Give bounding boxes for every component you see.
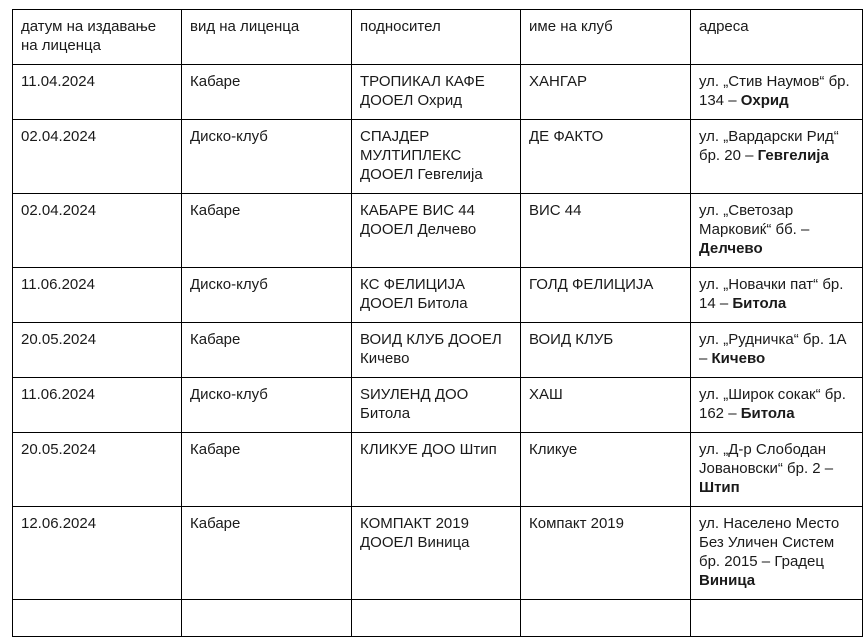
license-type-cell: Кабаре [182,194,352,268]
city-text: Кичево [711,350,766,367]
table-row [13,194,863,268]
date-cell: 11.04.2024 [13,65,182,120]
address-cell [691,378,863,433]
address-cell [691,268,863,323]
street-text: ул. „Светозар Марковиќ“ бб. – [699,202,810,238]
table-row [13,323,863,378]
club-name-cell: ГОЛД ФЕЛИЦИЈА [521,268,691,323]
address-cell [691,65,863,120]
street-text: ул. „Широк сокак“ бр. 162 – [699,386,846,422]
applicant-cell: КС ФЕЛИЦИЈА ДООЕЛ Битола [352,268,521,323]
date-cell: 20.05.2024 [13,433,182,507]
applicant-cell: ВОИД КЛУБ ДООЕЛ Кичево [352,323,521,378]
header-address: адреса [691,10,863,65]
table-row [13,507,863,600]
applicant-cell: СПАЈДЕР МУЛТИПЛЕКС ДООЕЛ Гевгелија [352,120,521,194]
club-name-cell: ХАШ [521,378,691,433]
header-license-type: вид на лиценца [182,10,352,65]
license-type-cell: Кабаре [182,507,352,600]
date-cell: 11.06.2024 [13,268,182,323]
club-name-cell: ДЕ ФАКТО [521,120,691,194]
street-text: ул. Населено Место Без Уличен Систем бр. 2015 – Градец [699,515,840,570]
license-type-cell: Диско-клуб [182,378,352,433]
city-text: Охрид [740,92,789,109]
header-row [13,10,863,65]
city-text: Гевгелија [757,147,829,164]
date-cell: 02.04.2024 [13,194,182,268]
table-row-partial [13,600,863,637]
date-cell: 11.06.2024 [13,378,182,433]
club-name-cell: Компакт 2019 [521,507,691,600]
applicant-cell: ТРОПИКАЛ КАФЕ ДООЕЛ Охрид [352,65,521,120]
empty-cell [13,600,182,637]
city-text: Битола [740,405,795,422]
city-text: Делчево [699,240,763,257]
table-row [13,65,863,120]
date-cell: 12.06.2024 [13,507,182,600]
table-row [13,268,863,323]
licenses-table [12,9,863,637]
city-text: Битола [732,295,787,312]
table-row [13,433,863,507]
date-cell: 20.05.2024 [13,323,182,378]
license-type-cell: Кабаре [182,323,352,378]
club-name-cell: ВИС 44 [521,194,691,268]
table-row [13,378,863,433]
empty-cell [352,600,521,637]
street-text: ул. „Вардарски Рид“ бр. 20 – [699,128,839,164]
address-cell [691,323,863,378]
applicant-cell: КЛИКУЕ ДОО Штип [352,433,521,507]
applicant-cell: КАБАРЕ ВИС 44 ДООЕЛ Делчево [352,194,521,268]
address-cell [691,433,863,507]
applicant-cell: ЅИУЛЕНД ДОО Битола [352,378,521,433]
club-name-cell: Кликуе [521,433,691,507]
header-date: датум на издавање на лиценца [13,10,182,65]
street-text: ул. „Д-р Слободан Јовановски“ бр. 2 – [699,441,834,477]
address-cell [691,120,863,194]
license-type-cell: Диско-клуб [182,120,352,194]
city-text: Штип [699,479,740,496]
license-type-cell: Кабаре [182,65,352,120]
applicant-cell: КОМПАКТ 2019 ДООЕЛ Виница [352,507,521,600]
city-text: Виница [699,572,756,589]
license-type-cell: Диско-клуб [182,268,352,323]
address-cell [691,194,863,268]
header-applicant: подносител [352,10,521,65]
club-name-cell: ХАНГАР [521,65,691,120]
header-club-name: име на клуб [521,10,691,65]
empty-cell [691,600,863,637]
empty-cell [182,600,352,637]
street-text: ул. „Стив Наумов“ бр. 134 – [699,73,850,109]
club-name-cell: ВОИД КЛУБ [521,323,691,378]
address-cell [691,507,863,600]
table-row [13,120,863,194]
license-type-cell: Кабаре [182,433,352,507]
date-cell: 02.04.2024 [13,120,182,194]
street-text: ул. „Рудничка“ бр. 1А – [699,331,847,367]
street-text: ул. „Новачки пат“ бр. 14 – [699,276,844,312]
empty-cell [521,600,691,637]
